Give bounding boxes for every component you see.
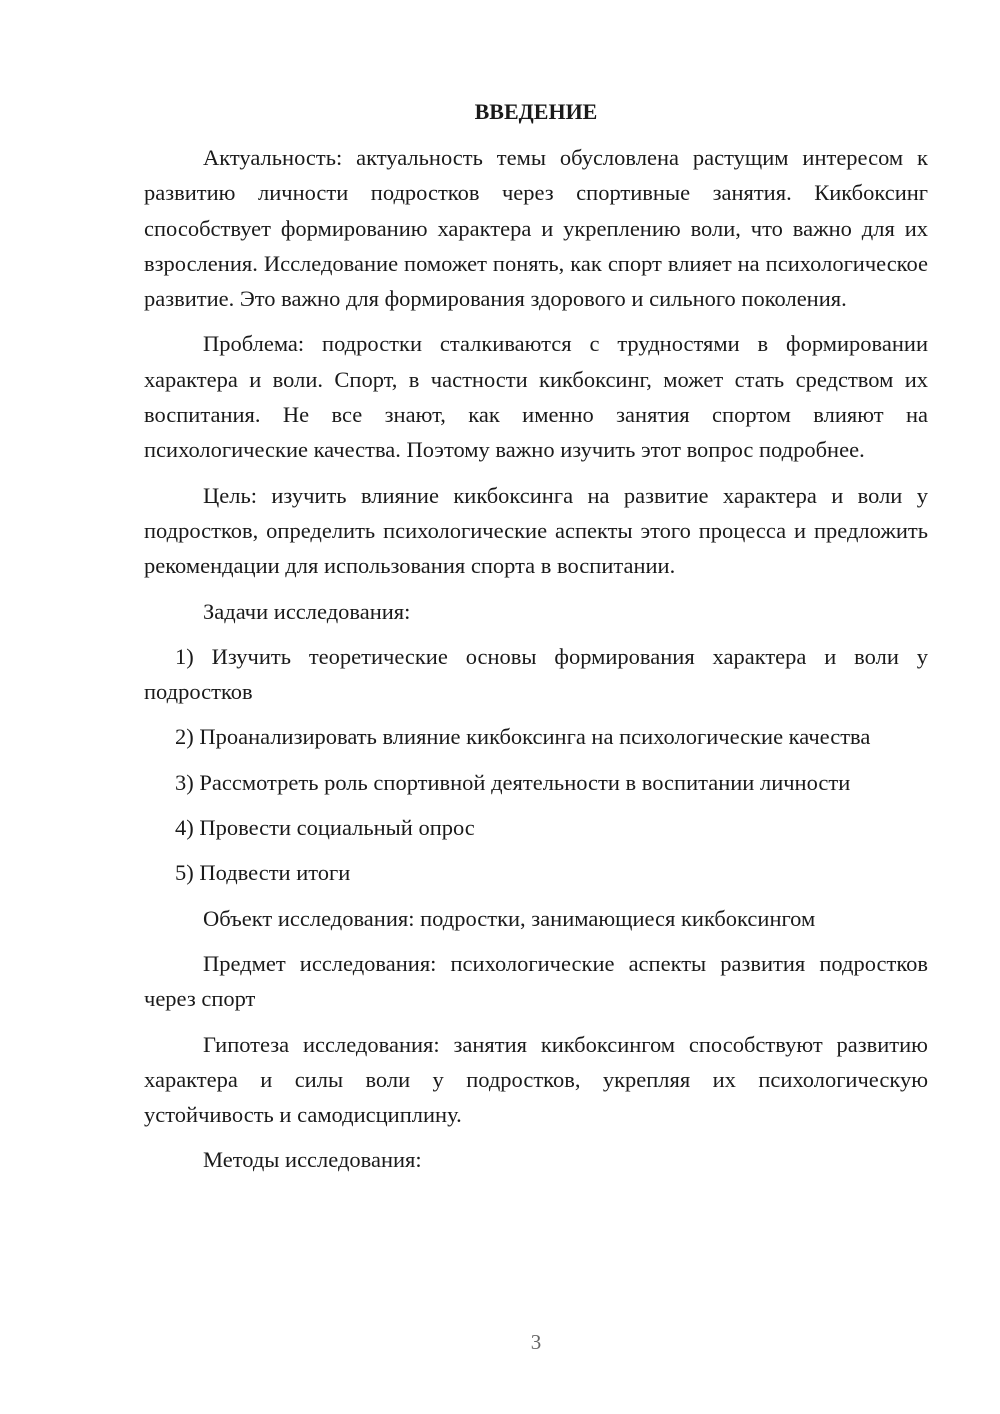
task-item-3: 3) Рассмотреть роль спортивной деятельности в воспитании личности <box>175 769 851 795</box>
hypothesis-paragraph: Гипотеза исследования: занятия кикбоксингом способствуют развитию характера и силы воли у подростков, укрепляя их психологическую устойчивость и самодисциплину. <box>144 1031 928 1128</box>
task-item-4: 4) Провести социальный опрос <box>175 815 475 841</box>
problem-paragraph: Проблема: подростки сталкиваются с трудностями в формировании характера и воли. Спорт, в частности кикбоксинг, может стать средством их воспитания. Не все знают, как именно занятия спортом влияют на психологические качества. Поэтому важно изучить этот вопрос подробнее. <box>144 331 928 463</box>
page-number: 3 <box>530 1330 542 1354</box>
goal-paragraph: Цель: изучить влияние кикбоксинга на развитие характера и воли у подростков, определить психологические аспекты этого процесса и предложить рекомендации для использования спорта в воспитании. <box>144 482 928 579</box>
section-title: ВВЕДЕНИЕ <box>474 99 598 124</box>
task-item-5: 5) Подвести итоги <box>175 860 351 886</box>
task-item-2: 2) Проанализировать влияние кикбоксинга на психологические качества <box>175 724 871 750</box>
tasks-heading: Задачи исследования: <box>203 598 411 624</box>
object-paragraph: Объект исследования: подростки, занимающиеся кикбоксингом <box>203 905 816 931</box>
methods-heading: Методы исследования: <box>203 1147 422 1173</box>
subject-paragraph: Предмет исследования: психологические аспекты развития подростков через спорт <box>144 950 928 1012</box>
task-item-1: 1) Изучить теоретические основы формирования характера и воли у подростков <box>144 643 928 705</box>
relevance-paragraph: Актуальность: актуальность темы обусловлена растущим интересом к развитию личности подростков через спортивные занятия. Кикбоксинг способствует формированию характера и укреплению воли, что важно для их взросления. Исследование поможет понять, как спорт влияет на психологическое развитие. Это важно для формирования здорового и сильного поколения. <box>144 145 928 312</box>
page-content <box>144 94 928 1188</box>
